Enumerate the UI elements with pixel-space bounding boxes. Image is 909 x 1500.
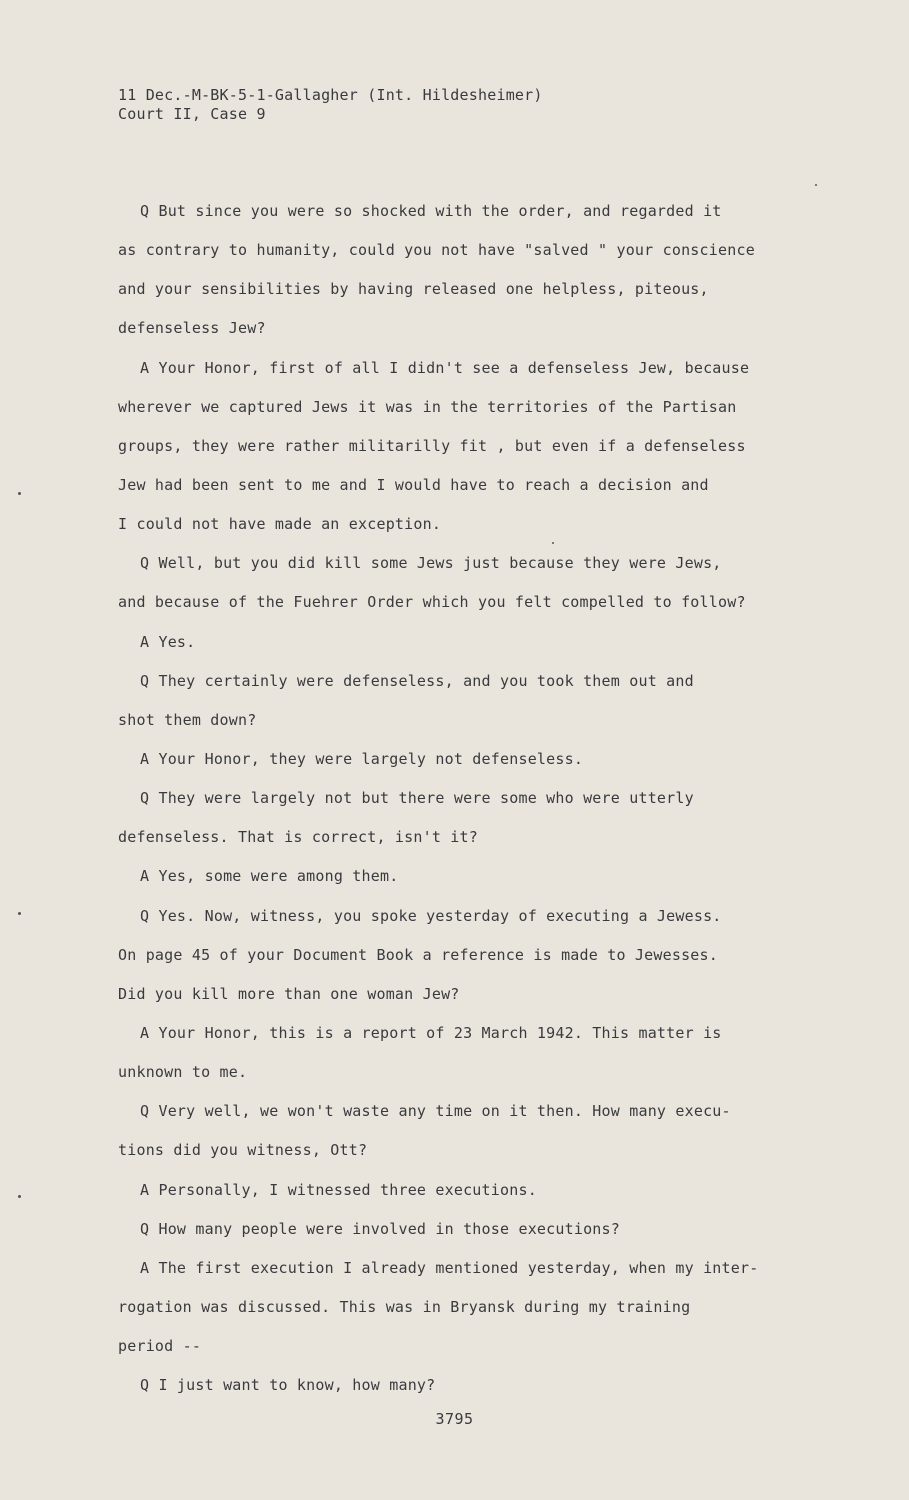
transcript-line: tions did you witness, Ott? <box>118 1141 368 1160</box>
transcript-line: A Your Honor, they were largely not defenseless. <box>140 749 584 768</box>
transcript-line: A Your Honor, first of all I didn't see a defenseless Jew, because <box>140 358 750 377</box>
transcript-line: defenseless Jew? <box>118 319 266 338</box>
paper-speck <box>18 1195 21 1198</box>
transcript-line: unknown to me. <box>118 1063 248 1082</box>
transcript-line: A Your Honor, this is a report of 23 March 1942. This matter is <box>140 1023 722 1042</box>
transcript-line: A Yes, some were among them. <box>140 867 399 886</box>
transcript-line: Q How many people were involved in those executions? <box>140 1219 620 1238</box>
transcript-line: Did you kill more than one woman Jew? <box>118 984 460 1003</box>
transcript-line: and because of the Fuehrer Order which you felt compelled to follow? <box>118 593 746 612</box>
transcript-line: A The first execution I already mentioned yesterday, when my inter- <box>140 1258 759 1277</box>
transcript-line: and your sensibilities by having released one helpless, piteous, <box>118 280 709 299</box>
document-header <box>118 86 543 124</box>
transcript-line: defenseless. That is correct, isn't it? <box>118 828 478 847</box>
transcript-line: Q Yes. Now, witness, you spoke yesterday of executing a Jewess. <box>140 906 722 925</box>
transcript-line: period -- <box>118 1337 202 1356</box>
header-line-1: 11 Dec.-M-BK-5-1-Gallagher (Int. Hildesheimer) <box>118 86 543 104</box>
transcript-line: as contrary to humanity, could you not have "salved " your conscience <box>118 241 755 260</box>
transcript-line: Q I just want to know, how many? <box>140 1376 436 1395</box>
transcript-line: Q Well, but you did kill some Jews just because they were Jews, <box>140 554 722 573</box>
header-line-2: Court II, Case 9 <box>118 105 266 123</box>
page-number: 3795 <box>435 1410 474 1428</box>
transcript-line: shot them down? <box>118 710 257 729</box>
transcript-line: On page 45 of your Document Book a reference is made to Jewesses. <box>118 945 718 964</box>
transcript-line: wherever we captured Jews it was in the territories of the Partisan <box>118 397 737 416</box>
transcript-line: A Personally, I witnessed three executions. <box>140 1180 537 1199</box>
transcript-line: rogation was discussed. This was in Bryansk during my training <box>118 1297 691 1316</box>
transcript-line: I could not have made an exception. <box>118 515 442 534</box>
transcript-line: Jew had been sent to me and I would have to reach a decision and <box>118 475 709 494</box>
transcript-line: Q But since you were so shocked with the order, and regarded it <box>140 202 722 220</box>
transcript-body <box>118 198 798 1411</box>
transcript-line: Q Very well, we won't waste any time on it then. How many execu- <box>140 1102 731 1121</box>
paper-speck <box>815 184 817 186</box>
paper-speck <box>552 542 554 544</box>
transcript-line: Q They certainly were defenseless, and you took them out and <box>140 671 694 690</box>
transcript-line: A Yes. <box>140 632 196 651</box>
transcript-line: Q They were largely not but there were some who were utterly <box>140 789 694 808</box>
transcript-line: groups, they were rather militarilly fit , but even if a defenseless <box>118 436 746 455</box>
paper-speck <box>18 912 21 915</box>
paper-speck <box>18 492 21 495</box>
